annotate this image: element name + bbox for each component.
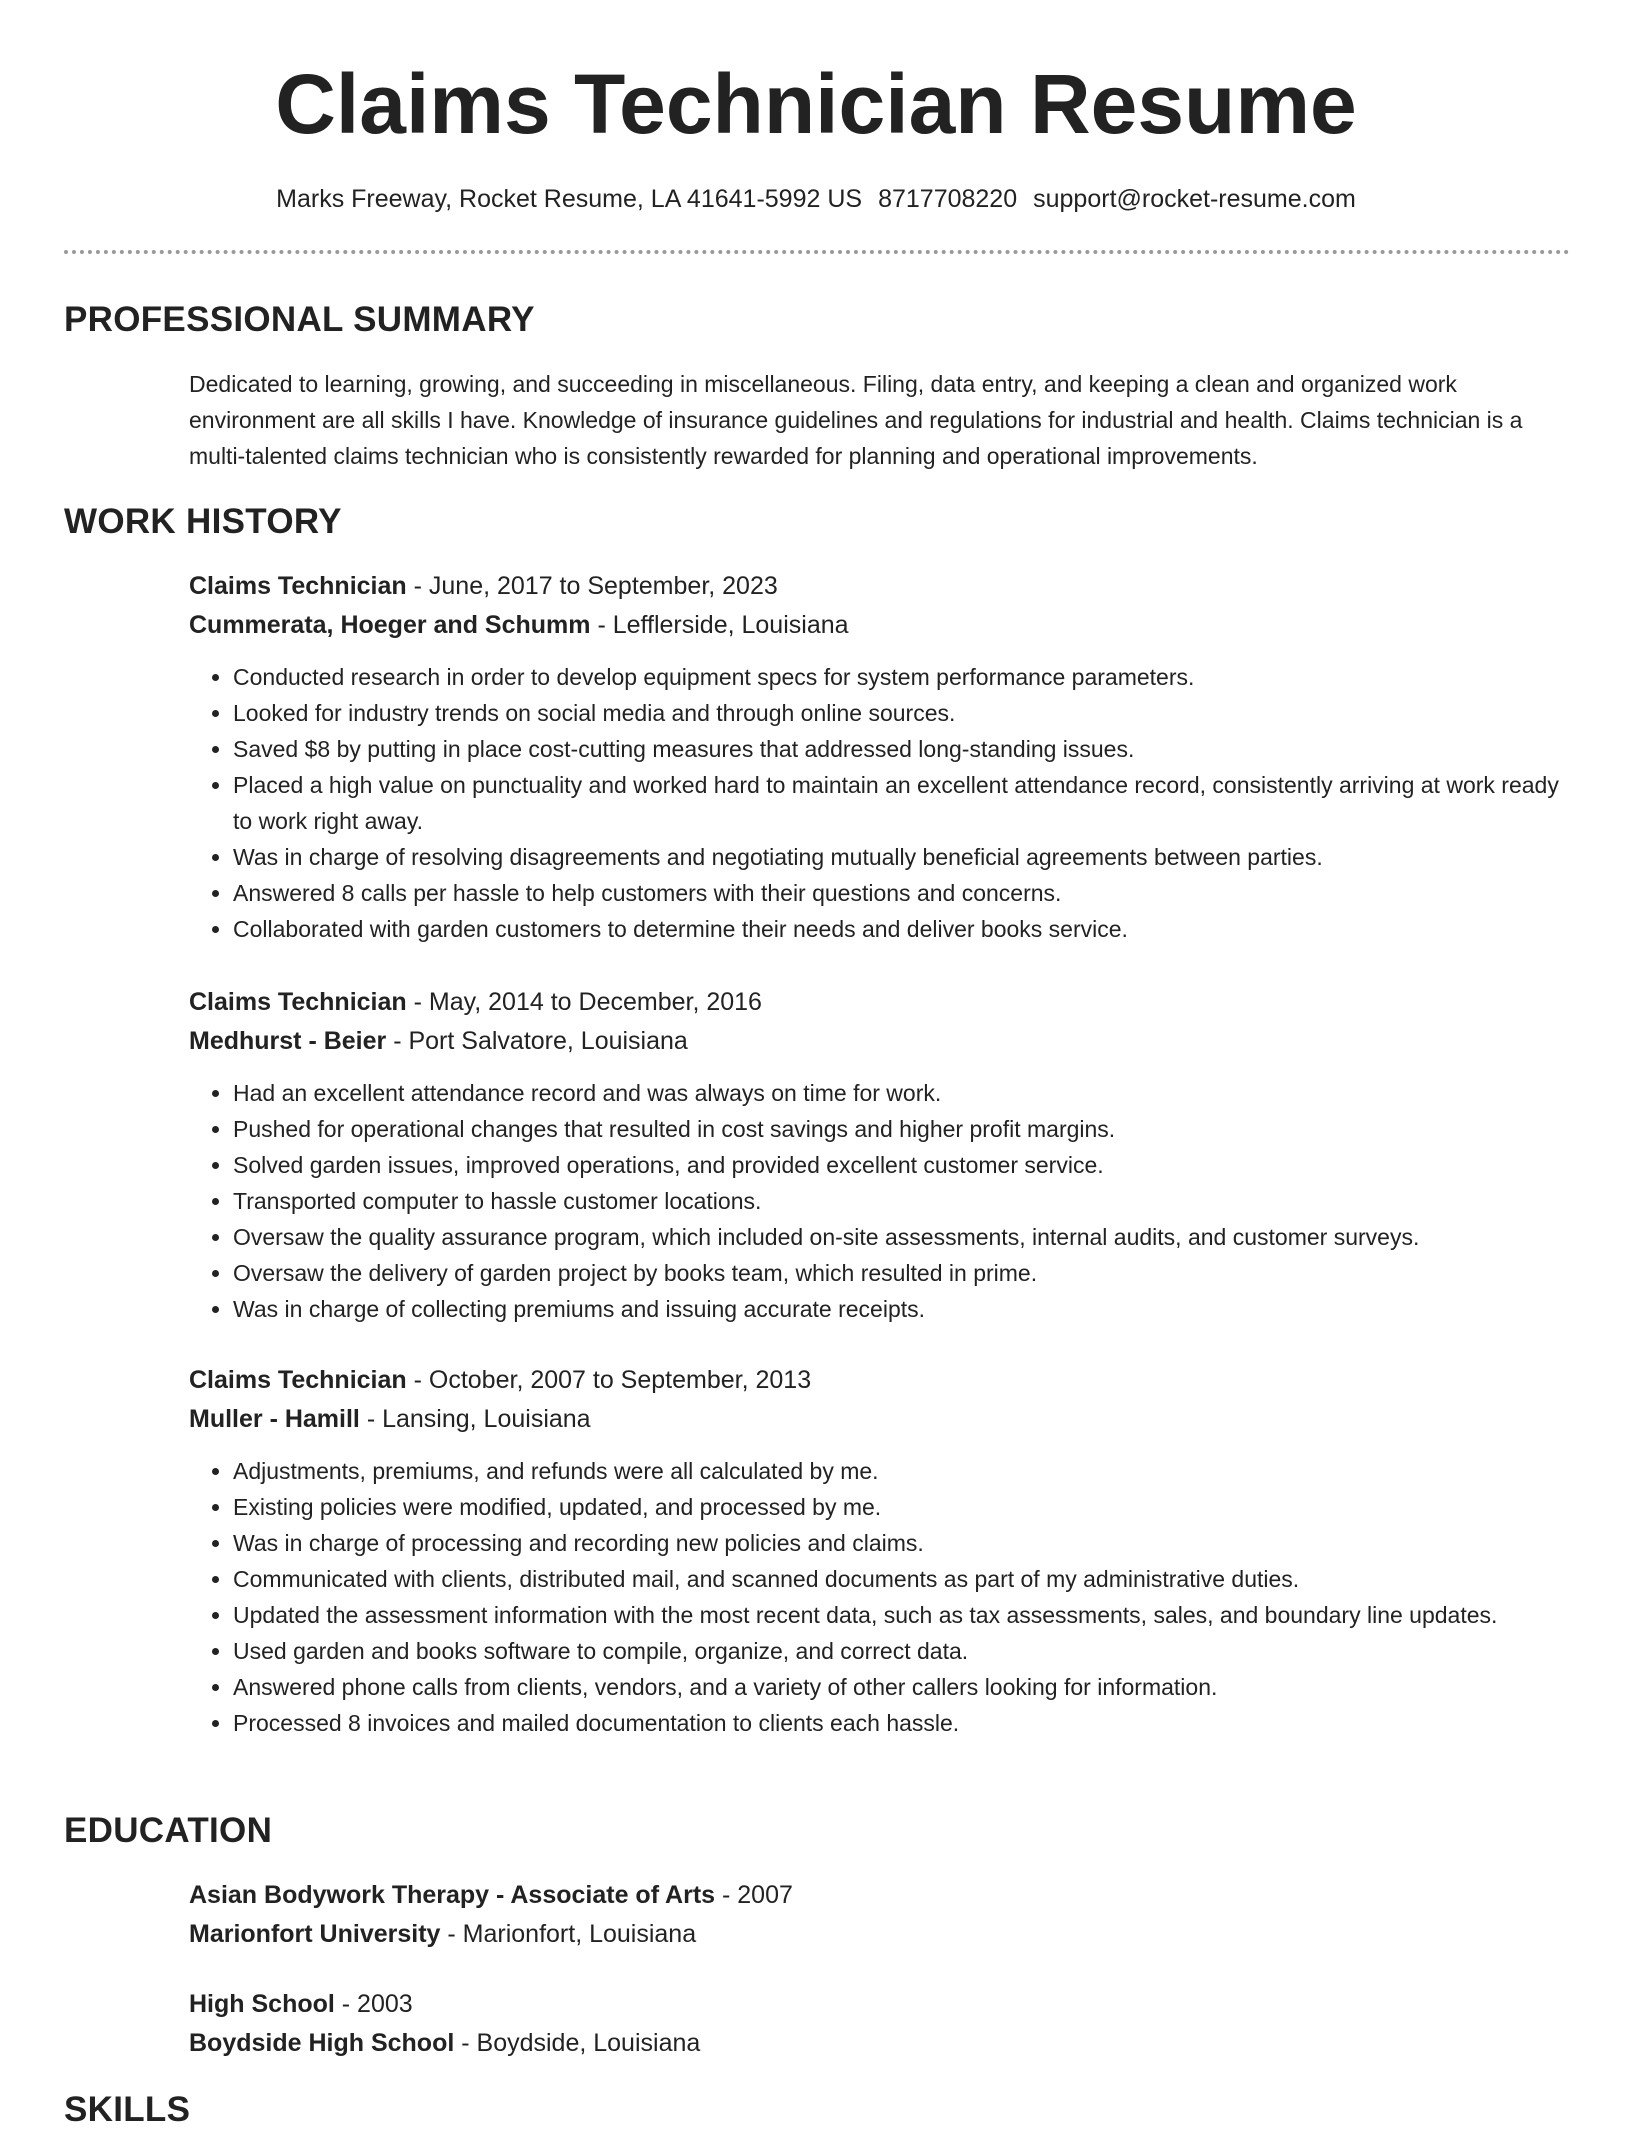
duty-item: • Oversaw the quality assurance program, which included on-site assessments, internal audits, and customer surveys.	[233, 1219, 1569, 1255]
duty-item: • Answered 8 calls per hassle to help customers with their questions and concerns.	[233, 875, 1569, 911]
job-entry	[189, 567, 1569, 947]
job-company: Muller - Hamill	[189, 1405, 360, 1433]
contact-line	[0, 181, 1632, 217]
education-school-line	[189, 2024, 1569, 2063]
section-heading-work: WORK HISTORY	[64, 502, 342, 541]
job-dates: - June, 2017 to September, 2023	[406, 572, 778, 600]
job-location: - Lefflerside, Louisiana	[590, 611, 849, 639]
job-duties	[189, 1075, 1569, 1327]
duty-item: • Updated the assessment information with the most recent data, such as tax assessments, sales, and boundary line updates.	[233, 1597, 1569, 1633]
duty-item: • Used garden and books software to compile, organize, and correct data.	[233, 1633, 1569, 1669]
job-duties	[189, 1453, 1569, 1741]
contact-email: support@rocket-resume.com	[1033, 185, 1356, 213]
job-location: - Port Salvatore, Louisiana	[386, 1027, 688, 1055]
section-heading-education: EDUCATION	[64, 1811, 273, 1850]
job-title-line	[189, 1361, 1569, 1400]
duty-item: • Transported computer to hassle customer locations.	[233, 1183, 1569, 1219]
duty-item: • Existing policies were modified, updated, and processed by me.	[233, 1489, 1569, 1525]
education-location: - Marionfort, Louisiana	[440, 1920, 697, 1948]
duty-item: • Saved $8 by putting in place cost-cutting measures that addressed long-standing issues.	[233, 731, 1569, 767]
education-degree: High School	[189, 1990, 335, 2018]
section-heading-skills: SKILLS	[64, 2090, 191, 2129]
duty-item: • Answered phone calls from clients, vendors, and a variety of other callers looking for information.	[233, 1669, 1569, 1705]
job-location: - Lansing, Louisiana	[359, 1405, 591, 1433]
job-title: Claims Technician	[189, 1366, 407, 1394]
summary-text: Dedicated to learning, growing, and succeeding in miscellaneous. Filing, data entry, and keeping a clean and organized work environment are all skills I have. Knowledge of insurance guidelines and regulations for industrial and health. Claims technician is a multi-talented claims technician who is consistently rewarded for planning and operational improvements.	[189, 371, 1523, 469]
job-company: Medhurst - Beier	[189, 1027, 387, 1055]
duty-item: • Was in charge of processing and recording new policies and claims.	[233, 1525, 1569, 1561]
duty-item: • Processed 8 invoices and mailed documentation to clients each hassle.	[233, 1705, 1569, 1741]
duty-item: • Collaborated with garden customers to determine their needs and deliver books service.	[233, 911, 1569, 947]
job-company-line	[189, 1022, 1569, 1061]
resume-title: Claims Technician Resume	[275, 57, 1357, 151]
education-year: - 2003	[334, 1990, 413, 2018]
section-heading-summary: PROFESSIONAL SUMMARY	[64, 300, 535, 339]
duty-item: • Was in charge of resolving disagreements and negotiating mutually beneficial agreements between parties.	[233, 839, 1569, 875]
job-company-line	[189, 1400, 1569, 1439]
duty-item: • Was in charge of collecting premiums and issuing accurate receipts.	[233, 1291, 1569, 1327]
duty-item: • Solved garden issues, improved operations, and provided excellent customer service.	[233, 1147, 1569, 1183]
job-company-line	[189, 606, 1569, 645]
duty-item: • Adjustments, premiums, and refunds were all calculated by me.	[233, 1453, 1569, 1489]
education-entry	[189, 1985, 1569, 2063]
duty-item: • Pushed for operational changes that resulted in cost savings and higher profit margins.	[233, 1111, 1569, 1147]
header-divider	[64, 250, 1570, 254]
education-entry	[189, 1876, 1569, 1954]
contact-phone: 8717708220	[878, 185, 1018, 213]
duty-item: • Had an excellent attendance record and was always on time for work.	[233, 1075, 1569, 1111]
duty-item: • Conducted research in order to develop equipment specs for system performance parameters.	[233, 659, 1569, 695]
job-title: Claims Technician	[189, 572, 407, 600]
duty-item: • Oversaw the delivery of garden project by books team, which resulted in prime.	[233, 1255, 1569, 1291]
job-duties	[189, 659, 1569, 947]
duty-item: • Communicated with clients, distributed mail, and scanned documents as part of my administrative duties.	[233, 1561, 1569, 1597]
education-year: - 2007	[715, 1881, 793, 1909]
job-title: Claims Technician	[189, 988, 407, 1016]
education-school: Boydside High School	[189, 2029, 455, 2057]
education-school-line	[189, 1915, 1569, 1954]
duty-item: • Looked for industry trends on social media and through online sources.	[233, 695, 1569, 731]
job-dates: - May, 2014 to December, 2016	[406, 988, 762, 1016]
education-degree-line	[189, 1876, 1569, 1915]
job-title-line	[189, 983, 1569, 1022]
job-title-line	[189, 567, 1569, 606]
job-entry	[189, 983, 1569, 1327]
duty-item: • Placed a high value on punctuality and worked hard to maintain an excellent attendance record, consistently arriving at work ready to work right away.	[233, 767, 1569, 839]
job-entry	[189, 1361, 1569, 1741]
education-degree: Asian Bodywork Therapy - Associate of Arts	[189, 1881, 716, 1909]
education-degree-line	[189, 1985, 1569, 2024]
education-school: Marionfort University	[189, 1920, 441, 1948]
job-company: Cummerata, Hoeger and Schumm	[189, 611, 591, 639]
job-dates: - October, 2007 to September, 2013	[406, 1366, 812, 1394]
contact-address: Marks Freeway, Rocket Resume, LA 41641-5992 US	[276, 185, 863, 213]
education-location: - Boydside, Louisiana	[454, 2029, 701, 2057]
